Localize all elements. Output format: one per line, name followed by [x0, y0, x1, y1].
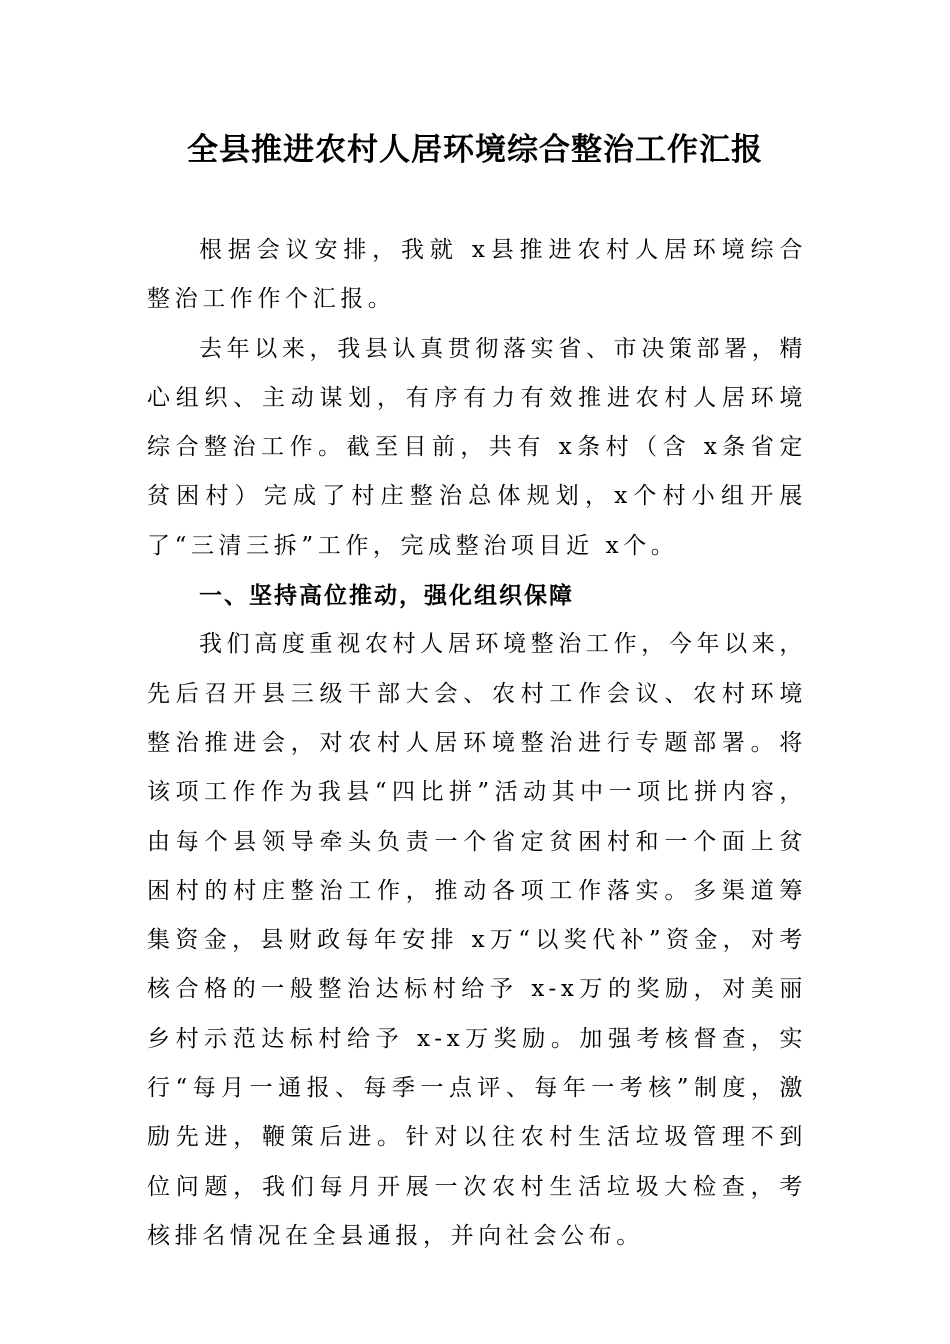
paragraph-summary: 去年以来，我县认真贯彻落实省、市决策部署，精心组织、主动谋划，有序有力有效推进农村人居环境综合整治工作。截至目前，共有 x条村（含 x条省定贫困村）完成了村庄整治总体规划，x个村小组开展了“三清三拆”工作，完成整治项目近 x个。: [147, 335, 807, 559]
document-title: 全县推进农村人居环境综合整治工作汇报: [187, 132, 763, 168]
document-body: [147, 226, 807, 1261]
paragraph-section-one: 我们高度重视农村人居环境整治工作，今年以来，先后召开县三级干部大会、农村工作会议、农村环境整治推进会，对农村人居环境整治进行专题部署。将该项工作作为我县“四比拼”活动其中一项比拼内容，由每个县领导牵头负责一个省定贫困村和一个面上贫困村的村庄整治工作，推动各项工作落实。多渠道筹集资金，县财政每年安排 x万“以奖代补”资金，对考核合格的一般整治达标村给予 x-x万的奖励，对美丽乡村示范达标村给予 x-x万奖励。加强考核督查，实行“每月一通报、每季一点评、每年一考核”制度，激励先进，鞭策后进。针对以往农村生活垃圾管理不到位问题，我们每月开展一次农村生活垃圾大检查，考核排名情况在全县通报，并向社会公布。: [147, 631, 807, 1249]
section-heading: 一、坚持高位推动，强化组织保障: [199, 582, 574, 610]
paragraph-intro: 根据会议安排，我就 x县推进农村人居环境综合整治工作作个汇报。: [147, 237, 807, 313]
